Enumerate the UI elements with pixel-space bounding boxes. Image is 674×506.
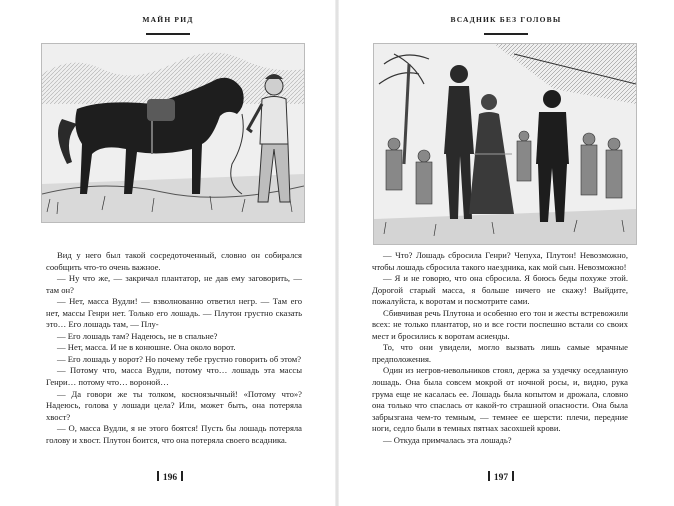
paragraph: — Что? Лошадь сбросила Генри? Чепуха, Плутон! Невозможно, чтобы лошадь сбросила такого наездника, как мой сын. Невозможно! [372,250,628,272]
right-page-text [372,250,628,446]
paragraph: — Потому что, масса Вудли, потому что… лошадь эта массы Генри… потому что… вороной… [46,365,302,388]
page-number: 197 [493,473,509,483]
header-rule-right [484,33,528,35]
paragraph: — Нет, масса Вудли! — взволнованно ответил негр. — Там его нет, массы Генри нет. Только его лошадь. — Плутон грустно сказать это… Его лошадь там, — Плу- [46,296,302,330]
paragraph: — Да говори же ты толком, косноязычный! «Потому что»? Надеюсь, голова у лошади цела? Или, может быть, она потеряла хвост? [46,388,302,422]
paragraph: — Его лошадь там? Надеюсь, не в спальне? [57,330,218,341]
illustration-horse-and-man [41,43,305,223]
paragraph: — Нет, масса. И не в конюшне. Она около ворот. [57,342,236,353]
page-number-left [130,471,210,483]
right-page [337,0,674,506]
page-number-right [461,471,541,483]
paragraph: Вид у него был такой сосредоточенный, словно он собирался сообщить что-то очень важное. [46,250,302,272]
paragraph: — Откуда примчалась эта лошадь? [383,434,512,445]
paragraph: — Его лошадь у ворот? Но почему тебе грустно говорить об этом? [57,353,302,364]
running-header-right: ВСАДНИК БЕЗ ГОЛОВЫ [450,15,562,24]
running-header-left: МАЙН РИД [142,15,194,24]
paragraph: Сбивчивая речь Плутона и особенно его тон и жесты встревожили всех: не только плантатор, но и все гости поспешно встали со своих мест и бросились к воротам асиенды. [372,307,628,341]
page-number: 196 [162,473,178,483]
paragraph: — Я и не говорю, что она сбросила. Я боюсь беды похуже этой. Дорогой старый масса, я больше ничего не скажу! Выйдите, пожалуйста, к воротам и посмотрите сами. [372,273,628,307]
illustration-crowd-at-gate [373,43,637,245]
paragraph: — Ну что же, — закричал плантатор, не дав ему заговорить, — там он? [46,273,302,295]
paragraph: Один из негров-невольников стоял, держа за уздечку оседланную лошадь. Она была совсем мокрой от ночной росы, и, видно, рука грума еще не касалась ее. Лошадь была копытом и дрожала, словно она только что спаслась от какой-то страшной опасности. Она была забрызгана чем-то темным, — темнее ее шерсти: плечи, передние ноги, седло были в темных пятнах засохшей крови. [372,365,628,434]
header-rule-left [146,33,190,35]
left-page-text [46,250,302,446]
paragraph: То, что они увидели, могло вызвать лишь самые мрачные предположения. [372,342,628,364]
paragraph: — О, масса Вудли, я не этого боятся! Пусть бы лошадь потеряла голову и хвост. Плутон боится, что она потеряла своего всадника. [46,423,302,445]
